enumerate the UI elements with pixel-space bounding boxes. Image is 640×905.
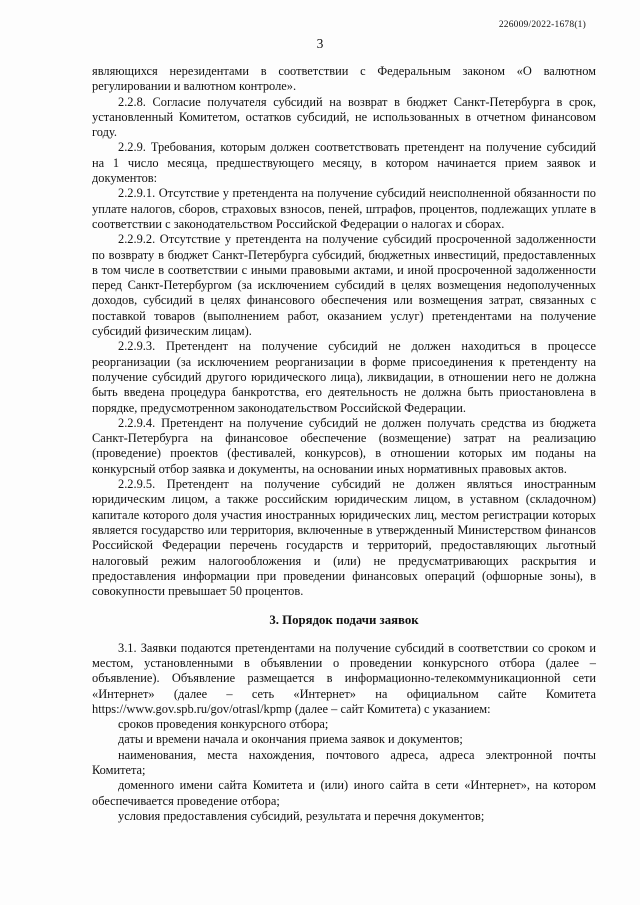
paragraph-2-2-9: 2.2.9. Требования, которым должен соответствовать претендент на получение субсидий на 1 число месяца, предшествующего месяцу, в котором начинается прием заявок и документов:: [92, 140, 596, 186]
paragraph-2-2-9-5: 2.2.9.5. Претендент на получение субсидий не должен являться иностранным юридическим лицом, а также российским юридическим лицом, в уставном (складочном) капитале которого доля участия иностранных юридических лиц, местом регистрации которых является государство или территория, включенные в утвержденный Министерством финансов Российской Федерации перечень государств и территорий, предоставляющих льготный налоговый режим налогообложения и (или) не предусматривающих раскрытия и предоставления информации при проведении финансовых операций (офшорные зоны), в совокупности превышает 50 процентов.: [92, 477, 596, 599]
document-body: [92, 64, 596, 824]
paragraph-2-2-8: 2.2.8. Согласие получателя субсидий на возврат в бюджет Санкт-Петербурга в срок, установленный Комитетом, остатков субсидий, не использованных в отчетном финансовом году.: [92, 94, 596, 140]
list-item: доменного имени сайта Комитета и (или) иного сайта в сети «Интернет», на котором обеспечивается проведение отбора;: [92, 778, 596, 808]
list-item: сроков проведения конкурсного отбора;: [118, 717, 329, 732]
paragraph-2-2-9-3: 2.2.9.3. Претендент на получение субсидий не должен находиться в процессе реорганизации (за исключением реорганизации в форме присоединения к претенденту на получение субсидий другого юридического лица), ликвидации, в отношении него не должна быть введена процедура банкротства, его деятельность не должна быть приостановлена в порядке, предусмотренном законодательством Российской Федерации.: [92, 339, 596, 415]
page-number: 3: [316, 36, 324, 51]
list-item: даты и времени начала и окончания приема заявок и документов;: [118, 732, 463, 747]
document-number: 226009/2022-1678(1): [498, 20, 586, 30]
paragraph-continuation: являющихся нерезидентами в соответствии с Федеральным законом «О валютном регулировании и валютном контроле».: [92, 64, 596, 94]
list-item: условия предоставления субсидий, результата и перечня документов;: [118, 808, 485, 823]
paragraph-3-1: 3.1. Заявки подаются претендентами на получение субсидий в соответствии со сроком и местом, установленными в объявлении о проведении конкурсного отбора (далее – объявление). Объявление размещается в информационно-телекоммуникационной сети «Интернет» (далее – сеть «Интернет» на официальном сайте Комитета https://www.gov.spb.ru/gov/otrasl/kpmp (далее – сайт Комитета) с указанием:: [92, 640, 596, 716]
paragraph-2-2-9-1: 2.2.9.1. Отсутствие у претендента на получение субсидий неисполненной обязанности по уплате налогов, сборов, страховых взносов, пеней, штрафов, процентов, подлежащих уплате в соответствии с законодательством Российской Федерации о налогах и сборах.: [92, 186, 596, 231]
section-heading: 3. Порядок подачи заявок: [269, 613, 419, 628]
paragraph-2-2-9-2: 2.2.9.2. Отсутствие у претендента на получение субсидий просроченной задолженности по возврату в бюджет Санкт-Петербурга субсидий, бюджетных инвестиций, предоставленных в том числе в соответствии с иными правовыми актами, и иной просроченной задолженности перед Санкт-Петербургом (за исключением субсидий в целях возмещения недополученных доходов, субсидий в целях финансового обеспечения или возмещения затрат, связанных с поставкой товаров (выполнением работ, оказанием услуг) претендентами на получение субсидий физическим лицам).: [92, 232, 596, 339]
paragraph-2-2-9-4: 2.2.9.4. Претендент на получение субсидий не должен получать средства из бюджета Санкт-Петербурга на финансовое обеспечение (возмещение) затрат на реализацию (проведение) проектов (фестивалей, конкурсов), в отношении которых им поданы на конкурсный отбор заявка и документы, на основании иных нормативных правовых актов.: [92, 415, 596, 476]
list-item: наименования, места нахождения, почтового адреса, адреса электронной почты Комитета;: [92, 747, 596, 778]
